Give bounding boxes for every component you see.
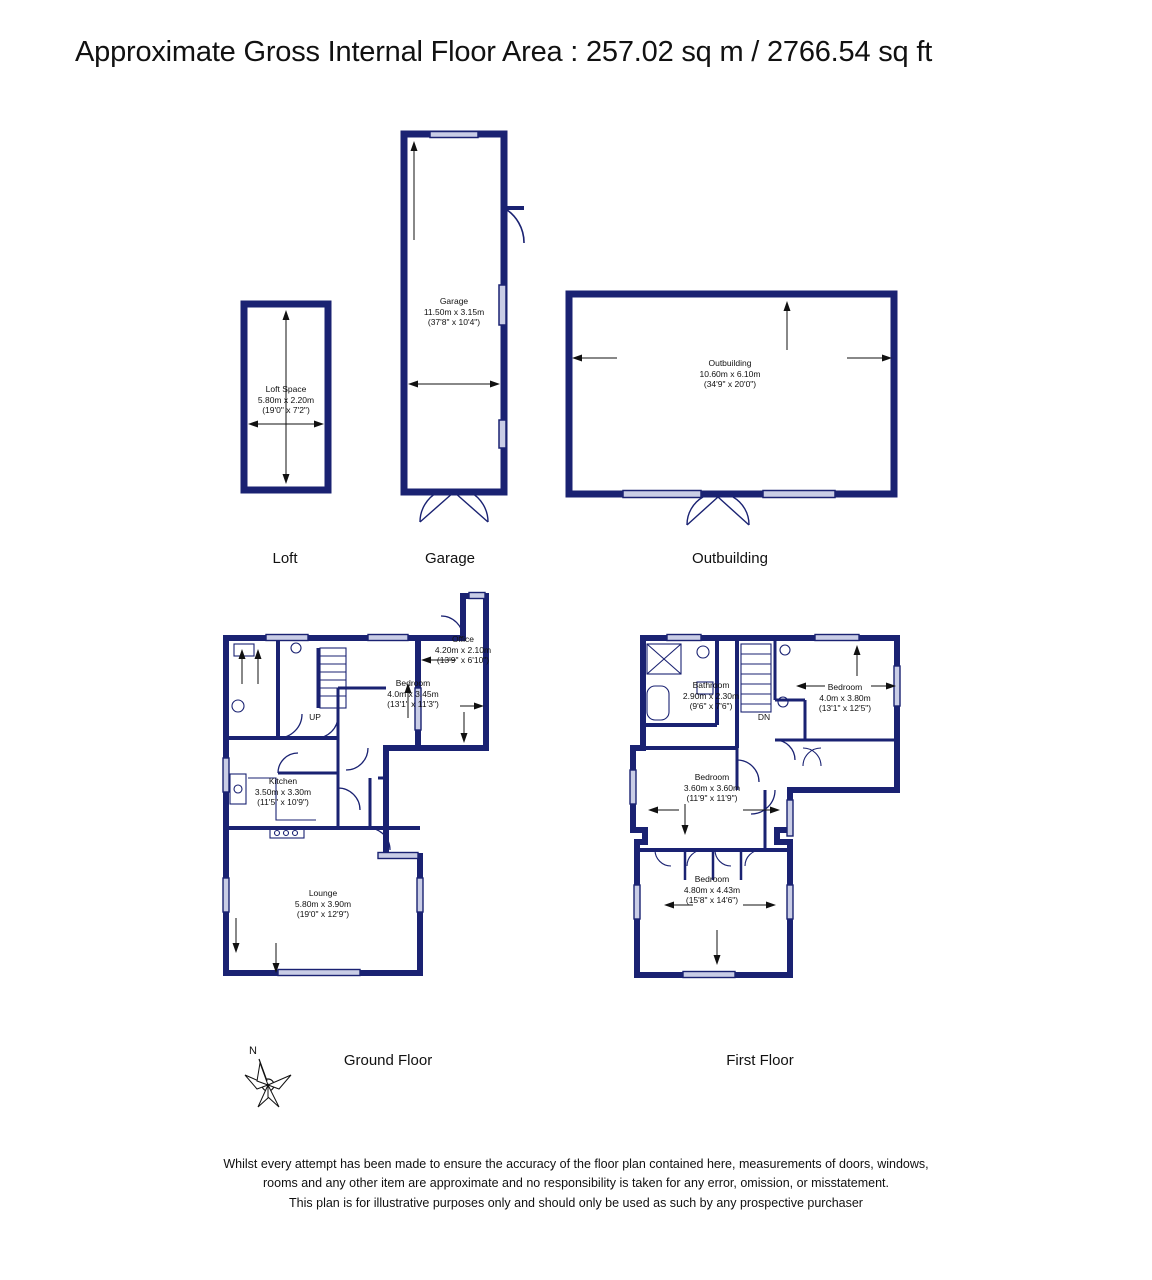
room-imperial: (13'1" x 11'3") [387, 699, 439, 710]
room-imperial: (11'9" x 11'9") [686, 793, 738, 804]
room-imperial: (13'9" x 6'10") [436, 655, 490, 666]
plan-ground-floor [218, 588, 588, 988]
room-imperial: (19'0" x 7'2") [262, 405, 310, 416]
room-name: Bedroom [694, 772, 730, 782]
room-label-garage [404, 296, 504, 328]
room-metric: 2.90m x 2.30m [682, 690, 740, 701]
room-metric: 4.80m x 4.43m [683, 884, 741, 895]
room-metric: 3.60m x 3.60m [683, 782, 741, 793]
room-metric: 4.0m x 3.45m [387, 688, 439, 699]
room-imperial: (9'6" x 7'6") [689, 701, 733, 712]
plan-first-floor [625, 630, 915, 990]
room-metric: 10.60m x 6.10m [699, 368, 761, 379]
page-title: Approximate Gross Internal Floor Area : 257.02 sq m / 2766.54 sq ft [75, 36, 933, 68]
room-name: Lounge [308, 888, 338, 898]
stairs-down-label: DN [757, 712, 771, 722]
room-imperial: (15'8" x 14'6") [685, 895, 739, 906]
room-metric: 5.80m x 3.90m [294, 898, 352, 909]
plan-garage [400, 130, 520, 505]
disclaimer [0, 1155, 1152, 1213]
room-imperial: (34'9" x 20'0") [703, 379, 757, 390]
room-imperial: (13'1" x 12'5") [818, 703, 872, 714]
plan-loft [240, 300, 340, 500]
room-name: Kitchen [268, 776, 298, 786]
disclaimer-line-1: Whilst every attempt has been made to ensure the accuracy of the floor plan contained here, measurements of doors, windows, [223, 1157, 929, 1171]
room-name: Bedroom [827, 682, 863, 692]
floor-name-loft: Loft [272, 550, 298, 567]
room-label-first-bedroom-3 [657, 874, 767, 906]
room-metric: 3.50m x 3.30m [254, 786, 312, 797]
floor-name-ground: Ground Floor [343, 1052, 433, 1069]
room-imperial: (19'0" x 12'9") [296, 909, 350, 920]
room-metric: 4.0m x 3.80m [819, 692, 871, 703]
room-label-bathroom [663, 680, 759, 712]
stairs-up-label: UP [309, 712, 321, 722]
room-name: Loft Space [265, 384, 307, 394]
room-label-kitchen [228, 776, 338, 808]
floor-name-first: First Floor [726, 1052, 794, 1069]
compass-north-label: N [249, 1045, 257, 1057]
plan-outbuilding [565, 290, 900, 500]
room-label-office [408, 634, 518, 666]
disclaimer-line-3: This plan is for illustrative purposes only and should only be used as such by any prospective purchaser [289, 1195, 863, 1210]
floor-name-garage: Garage [424, 550, 476, 567]
floor-name-outbuilding: Outbuilding [692, 550, 768, 567]
room-label-outbuilding [660, 358, 800, 390]
room-label-ground-bedroom [358, 678, 468, 710]
room-metric: 4.20m x 2.10m [434, 644, 492, 655]
room-label-first-bedroom-1 [790, 682, 900, 714]
room-name: Office [451, 634, 475, 644]
room-label-first-bedroom-2 [657, 772, 767, 804]
room-imperial: (11'5" x 10'9") [257, 797, 309, 808]
room-metric: 11.50m x 3.15m [423, 306, 485, 317]
room-label-lounge [268, 888, 378, 920]
room-name: Outbuilding [708, 358, 752, 368]
room-name: Bedroom [395, 678, 431, 688]
outbuilding-outline [565, 290, 910, 525]
room-name: Bedroom [694, 874, 730, 884]
room-imperial: (37'8" x 10'4") [427, 317, 481, 328]
room-metric: 5.80m x 2.20m [257, 394, 315, 405]
compass-rose [235, 1045, 305, 1120]
disclaimer-line-2: rooms and any other item are approximate and no responsibility is taken for any error, omission, or misstatement. [263, 1176, 889, 1191]
room-name: Bathroom [692, 680, 730, 690]
room-name: Garage [439, 296, 469, 306]
room-label-loft-space [238, 384, 334, 416]
